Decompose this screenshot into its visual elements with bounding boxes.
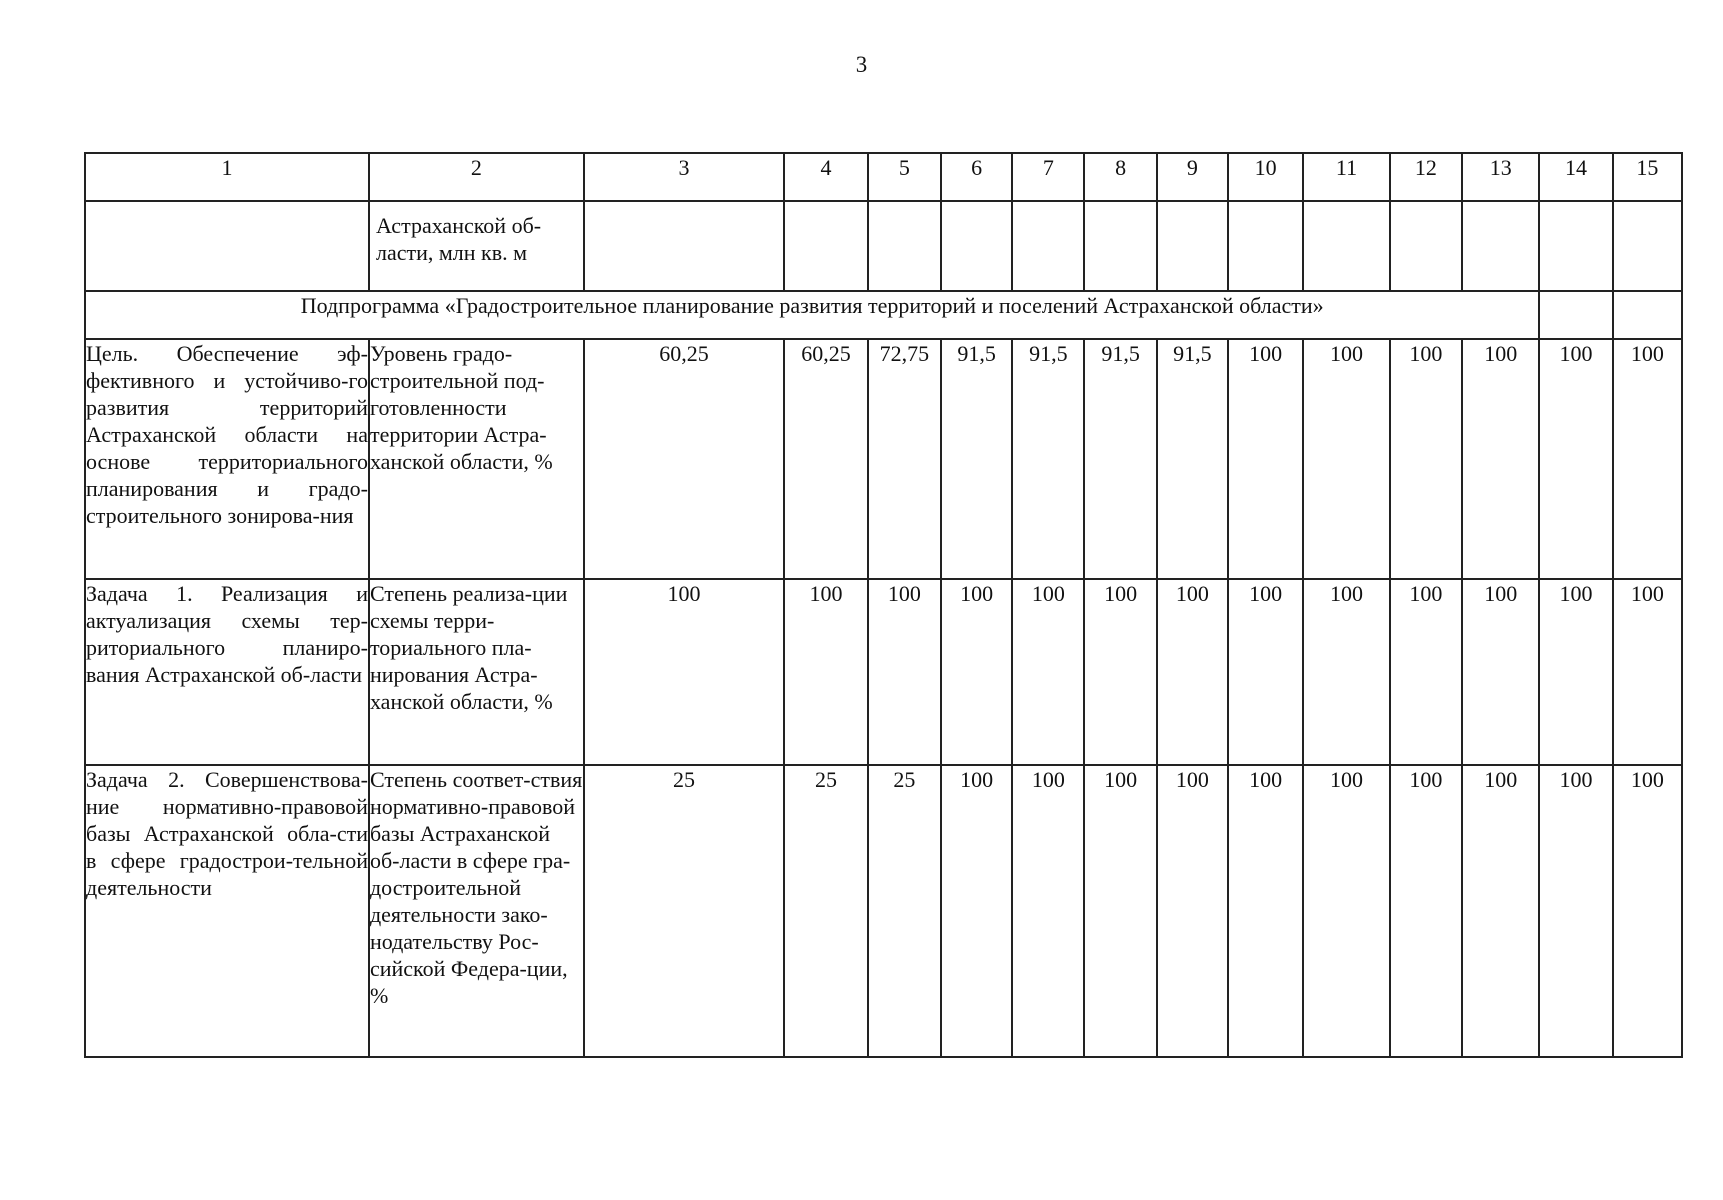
empty-cell <box>85 201 369 291</box>
column-number-9: 9 <box>1157 153 1228 201</box>
empty-cell <box>941 201 1012 291</box>
value-cell-col-7: 100 <box>1012 579 1084 765</box>
goal-text: Задача 2. Совершенствова-ние нормативно-правовой базы Астраханской обла-сти в сфере градострои-тельной деятельности <box>85 765 369 1057</box>
value-cell-col-6: 100 <box>941 579 1012 765</box>
empty-cell <box>1613 291 1682 339</box>
empty-cell <box>1012 201 1084 291</box>
value-cell-col-13: 100 <box>1462 579 1539 765</box>
value-cell-col-15: 100 <box>1613 765 1682 1057</box>
column-number-10: 10 <box>1228 153 1303 201</box>
value-cell-col-6: 100 <box>941 765 1012 1057</box>
column-number-12: 12 <box>1390 153 1462 201</box>
column-number-14: 14 <box>1539 153 1612 201</box>
empty-cell <box>1462 201 1539 291</box>
empty-cell <box>868 201 941 291</box>
column-number-8: 8 <box>1084 153 1156 201</box>
value-cell-col-5: 72,75 <box>868 339 941 579</box>
value-cell-col-9: 100 <box>1157 579 1228 765</box>
empty-cell <box>1303 201 1390 291</box>
value-cell-col-7: 91,5 <box>1012 339 1084 579</box>
value-cell-col-15: 100 <box>1613 579 1682 765</box>
value-cell-col-3: 100 <box>584 579 785 765</box>
value-cell-col-12: 100 <box>1390 579 1462 765</box>
value-cell-col-4: 60,25 <box>784 339 867 579</box>
goal-text: Цель. Обеспечение эф-фективного и устойчиво-го развития территорий Астраханской области на основе территориального планирования и градо-строительного зонирова-ния <box>85 339 369 579</box>
column-number-5: 5 <box>868 153 941 201</box>
value-cell-col-14: 100 <box>1539 765 1612 1057</box>
subprogram-title: Подпрограмма «Градостроительное планирование развития территорий и поселений Астраханской области» <box>85 291 1539 339</box>
empty-cell <box>1390 201 1462 291</box>
continuation-row <box>85 201 1682 291</box>
task-1-row <box>85 579 1682 765</box>
value-cell-col-8: 100 <box>1084 579 1156 765</box>
empty-cell <box>1157 201 1228 291</box>
value-cell-col-11: 100 <box>1303 579 1390 765</box>
value-cell-col-9: 91,5 <box>1157 339 1228 579</box>
value-cell-col-13: 100 <box>1462 339 1539 579</box>
value-cell-col-5: 25 <box>868 765 941 1057</box>
indicator-text: Уровень градо-строительной под-готовленности территории Астра-ханской области, % <box>369 339 584 579</box>
empty-cell <box>1084 201 1156 291</box>
value-cell-col-14: 100 <box>1539 579 1612 765</box>
indicators-table <box>84 152 1683 1058</box>
value-cell-col-6: 91,5 <box>941 339 1012 579</box>
indicator-text: Степень соответ-ствия нормативно-правовой базы Астраханской об-ласти в сфере гра-достроительной деятельности зако-нодательству Рос-сийской Федера-ции, % <box>369 765 584 1057</box>
column-number-row <box>85 153 1682 201</box>
value-cell-col-8: 91,5 <box>1084 339 1156 579</box>
value-cell-col-4: 100 <box>784 579 867 765</box>
column-number-11: 11 <box>1303 153 1390 201</box>
value-cell-col-9: 100 <box>1157 765 1228 1057</box>
value-cell-col-11: 100 <box>1303 339 1390 579</box>
column-number-13: 13 <box>1462 153 1539 201</box>
column-number-2: 2 <box>369 153 584 201</box>
subprogram-row <box>85 291 1682 339</box>
value-cell-col-14: 100 <box>1539 339 1612 579</box>
value-cell-col-8: 100 <box>1084 765 1156 1057</box>
value-cell-col-3: 25 <box>584 765 785 1057</box>
empty-cell <box>784 201 867 291</box>
value-cell-col-5: 100 <box>868 579 941 765</box>
value-cell-col-15: 100 <box>1613 339 1682 579</box>
column-number-6: 6 <box>941 153 1012 201</box>
value-cell-col-3: 60,25 <box>584 339 785 579</box>
indicator-continuation: Астраханской об-ласти, млн кв. м <box>369 201 584 291</box>
value-cell-col-11: 100 <box>1303 765 1390 1057</box>
column-number-7: 7 <box>1012 153 1084 201</box>
column-number-1: 1 <box>85 153 369 201</box>
column-number-4: 4 <box>784 153 867 201</box>
empty-cell <box>584 201 785 291</box>
column-number-15: 15 <box>1613 153 1682 201</box>
empty-cell <box>1228 201 1303 291</box>
value-cell-col-7: 100 <box>1012 765 1084 1057</box>
page-number: 3 <box>855 52 868 77</box>
value-cell-col-12: 100 <box>1390 339 1462 579</box>
value-cell-col-10: 100 <box>1228 765 1303 1057</box>
goal-row <box>85 339 1682 579</box>
goal-text: Задача 1. Реализация и актуализация схемы тер-риториального планиро-вания Астраханской об-ласти <box>85 579 369 765</box>
value-cell-col-13: 100 <box>1462 765 1539 1057</box>
empty-cell <box>1539 291 1612 339</box>
empty-cell <box>1613 201 1682 291</box>
task-2-row <box>85 765 1682 1057</box>
value-cell-col-10: 100 <box>1228 339 1303 579</box>
value-cell-col-4: 25 <box>784 765 867 1057</box>
column-number-3: 3 <box>584 153 785 201</box>
empty-cell <box>1539 201 1612 291</box>
value-cell-col-12: 100 <box>1390 765 1462 1057</box>
indicator-text: Степень реализа-ции схемы терри-ториального пла-нирования Астра-ханской области, % <box>369 579 584 765</box>
value-cell-col-10: 100 <box>1228 579 1303 765</box>
